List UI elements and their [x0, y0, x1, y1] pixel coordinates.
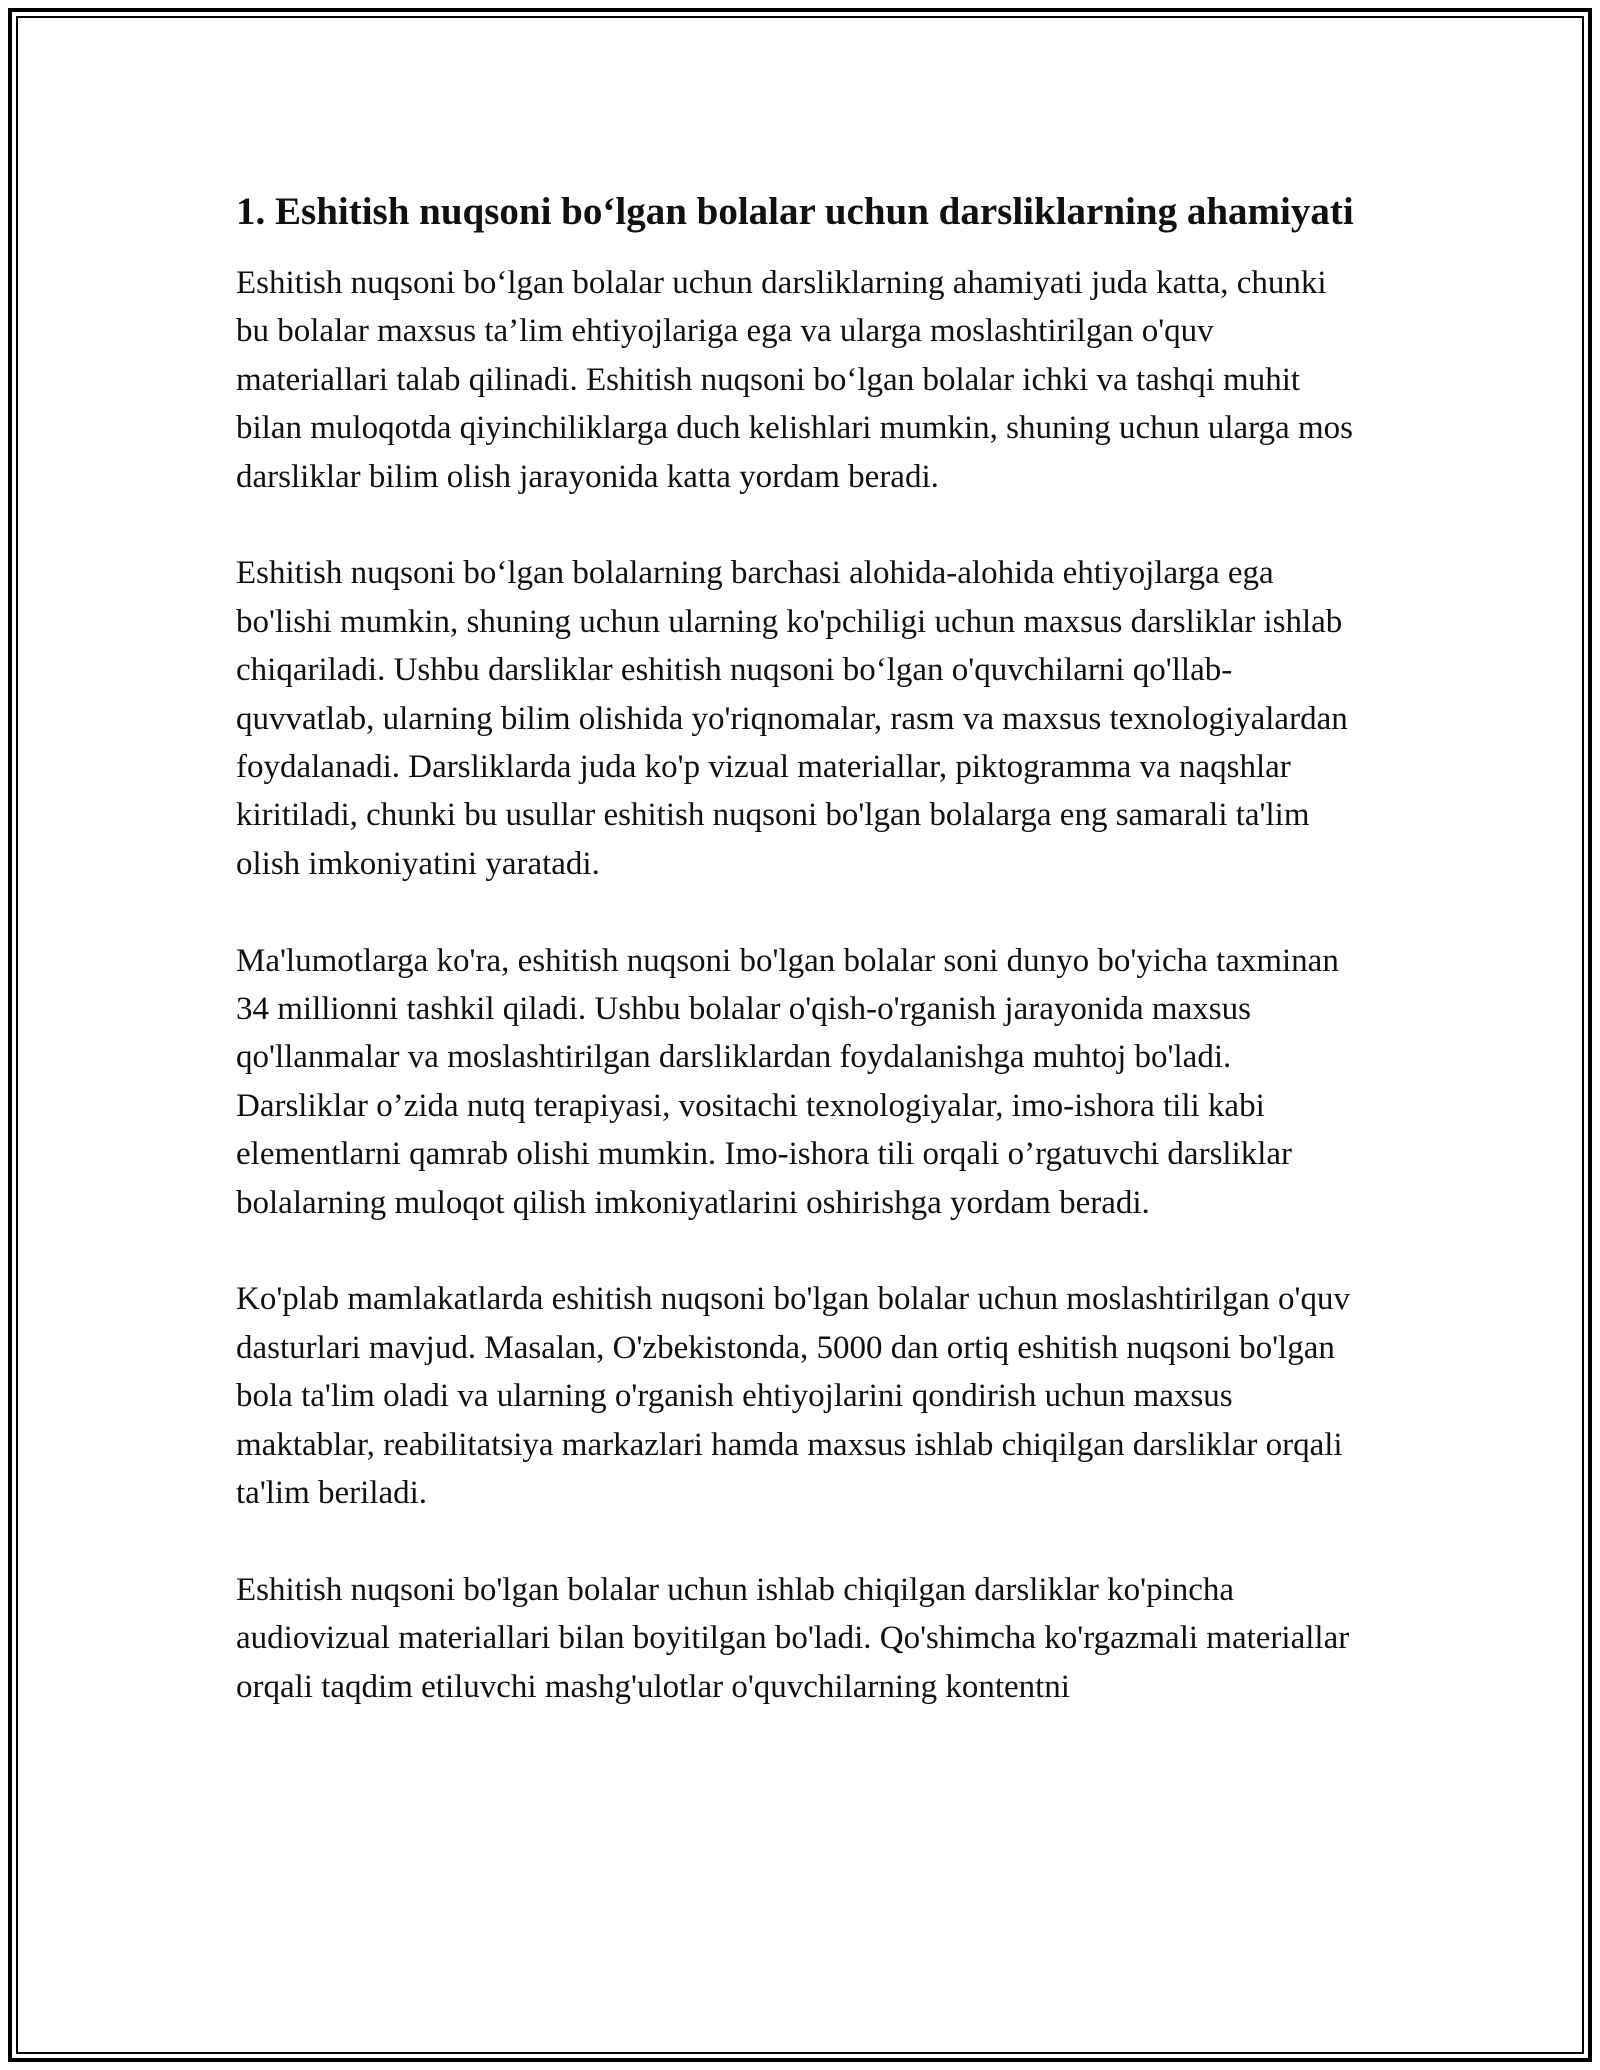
- paragraph-5: Eshitish nuqsoni bo'lgan bolalar uchun ishlab chiqilgan darsliklar ko'pincha audiovizual materiallari bilan boyitilgan bo'ladi. Qo'shimcha ko'rgazmali materiallar orqali taqdim etiluvchi mashg'ulotlar o'quvchilarning kontentni: [236, 1571, 1350, 1705]
- paragraph-2: Eshitish nuqsoni bo‘lgan bolalarning barchasi alohida-alohida ehtiyojlarga ega bo'lishi mumkin, shuning uchun ularning ko'pchiligi uchun maxsus darsliklar ishlab chiqariladi. Ushbu darsliklar eshitish nuqsoni bo‘lgan o'quvchilarni qo'llab-quvvatlab, ularning bilim olishida yo'riqnomalar, rasm va maxsus texnologiyalardan foydalanadi. Darsliklarda juda ko'p vizual materiallar, piktogramma va naqshlar kiritiladi, chunki bu usullar eshitish nuqsoni bo'lgan bolalarga eng samarali ta'lim olish imkoniyatini yaratadi.: [236, 555, 1348, 882]
- section-heading: 1. Eshitish nuqsoni bo‘lgan bolalar uchun darsliklarning ahamiyati: [236, 190, 1354, 233]
- paragraph-3: Ma'lumotlarga ko'ra, eshitish nuqsoni bo'lgan bolalar soni dunyo bo'yicha taxminan 34 millionni tashkil qiladi. Ushbu bolalar o'qish-o'rganish jarayonida maxsus qo'llanmalar va moslashtirilgan darsliklardan foydalanishga muhtoj bo'ladi. Darsliklar o’zida nutq terapiyasi, vositachi texnologiyalar, imo-ishora tili kabi elementlarni qamrab olishi mumkin. Imo-ishora tili orqali o’rgatuvchi darsliklar bolalarning muloqot qilish imkoniyatlarini oshirishga yordam beradi.: [236, 942, 1339, 1221]
- paragraph-4: Ko'plab mamlakatlarda eshitish nuqsoni bo'lgan bolalar uchun moslashtirilgan o'quv dasturlari mavjud. Masalan, O'zbekistonda, 5000 dan ortiq eshitish nuqsoni bo'lgan bola ta'lim oladi va ularning o'rganish ehtiyojlarini qondirish uchun maxsus maktablar, reabilitatsiya markazlari hamda maxsus ishlab chiqilgan darsliklar orqali ta'lim beriladi.: [236, 1281, 1350, 1512]
- paragraph-1: Eshitish nuqsoni bo‘lgan bolalar uchun darsliklarning ahamiyati juda katta, chunki bu bolalar maxsus ta’lim ehtiyojlariga ega va ularga moslashtirilgan o'quv materiallari talab qilinadi. Eshitish nuqsoni bo‘lgan bolalar ichki va tashqi muhit bilan muloqotda qiyinchiliklarga duch kelishlari mumkin, shuning uchun ularga mos darsliklar bilim olish jarayonida katta yordam beradi.: [236, 265, 1353, 495]
- document-body: [236, 184, 1366, 1760]
